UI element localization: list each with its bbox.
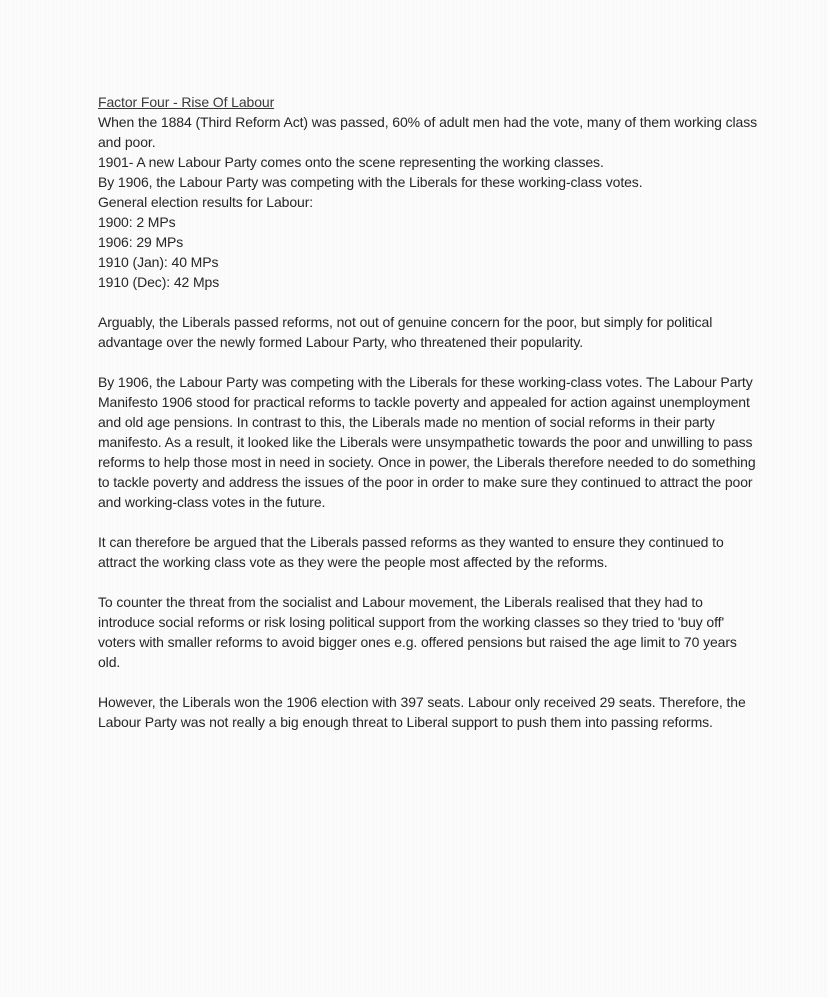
intro-line: 1901- A new Labour Party comes onto the scene representing the working classes. (98, 154, 604, 170)
election-result-item: 1910 (Jan): 40 MPs (98, 254, 219, 270)
paragraph-conclusion: It can therefore be argued that the Liberals passed reforms as they wanted to ensure they continued to attract the working class vote as they were the people most affected by the reforms. (98, 534, 724, 570)
document-page (98, 92, 758, 732)
paragraph-counterargument: However, the Liberals won the 1906 election with 397 seats. Labour only received 29 seats. Therefore, the Labour Party was not really a big enough threat to Liberal support to push them into passing reforms. (98, 694, 746, 730)
intro-line: When the 1884 (Third Reform Act) was passed, 60% of adult men had the vote, many of them working class and poor. (98, 114, 758, 150)
paragraph-argument: Arguably, the Liberals passed reforms, not out of genuine concern for the poor, but simply for political advantage over the newly formed Labour Party, who threatened their popularity. (98, 314, 713, 350)
intro-line: By 1906, the Labour Party was competing with the Liberals for these working-class votes. (98, 174, 643, 190)
election-result-item: 1906: 29 MPs (98, 234, 184, 250)
paragraph-counter-threat: To counter the threat from the socialist and Labour movement, the Liberals realised that they had to introduce social reforms or risk losing political support from the working classes so they tried to 'buy off' voters with smaller reforms to avoid bigger ones e.g. offered pensions but raised the age limit to 70 years old. (98, 594, 737, 670)
election-results-list (98, 212, 758, 292)
paragraph-manifesto: By 1906, the Labour Party was competing with the Liberals for these working-class votes. The Labour Party Manifesto 1906 stood for practical reforms to tackle poverty and appealed for action against unemployment and old age pensions. In contrast to this, the Liberals made no mention of social reforms in their party manifesto. As a result, it looked like the Liberals were unsympathetic towards the poor and unwilling to pass reforms to help those most in need in society. Once in power, the Liberals therefore needed to do something to tackle poverty and address the issues of the poor in order to make sure they continued to attract the poor and working-class votes in the future. (98, 374, 756, 510)
intro-block (98, 112, 758, 212)
election-result-item: 1900: 2 MPs (98, 214, 176, 230)
intro-line: General election results for Labour: (98, 194, 314, 210)
election-result-item: 1910 (Dec): 42 Mps (98, 274, 220, 290)
section-heading: Factor Four - Rise Of Labour (98, 94, 275, 110)
